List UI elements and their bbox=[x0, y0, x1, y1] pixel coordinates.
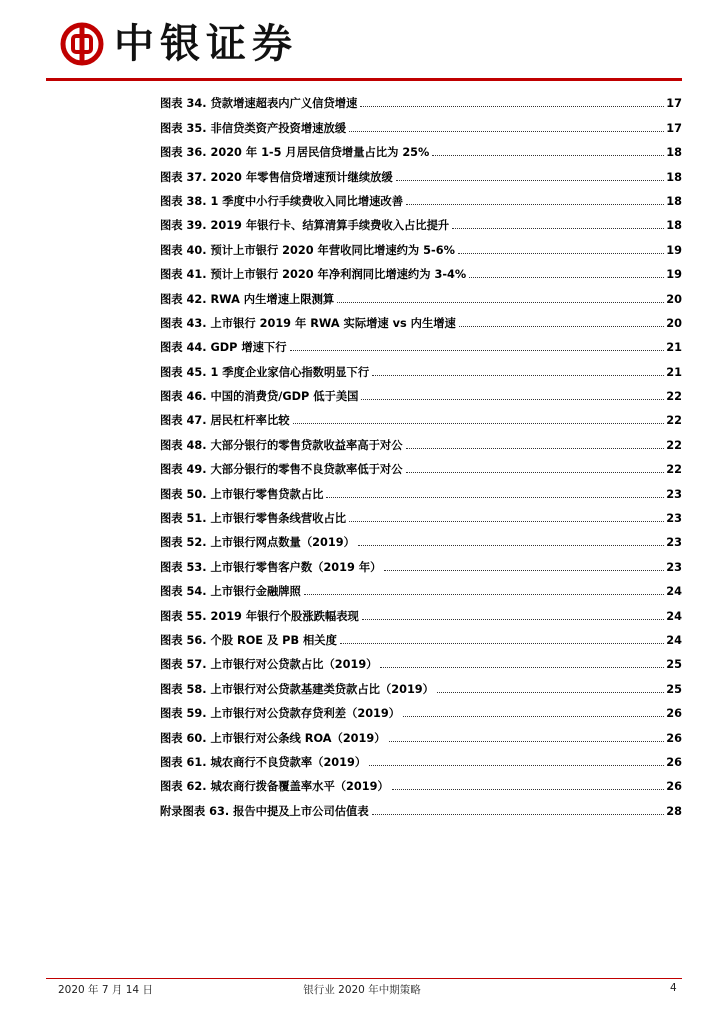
toc-dot-leader bbox=[403, 715, 664, 717]
toc-entry-title[interactable]: 图表 55. 2019 年银行个股涨跌幅表现 bbox=[160, 609, 359, 623]
toc-dot-leader bbox=[406, 471, 665, 473]
toc-entry-page[interactable]: 17 bbox=[666, 121, 682, 135]
toc-entry[interactable] bbox=[160, 427, 682, 451]
toc-entry-title[interactable]: 图表 42. RWA 内生增速上限测算 bbox=[160, 292, 335, 306]
toc-entry[interactable] bbox=[160, 184, 682, 208]
toc-entry[interactable] bbox=[160, 135, 682, 159]
toc-entry-title[interactable]: 图表 53. 上市银行零售客户数（2019 年） bbox=[160, 560, 382, 574]
toc-entry-title[interactable]: 图表 41. 预计上市银行 2020 年净利润同比增速约为 3-4% bbox=[160, 268, 467, 282]
toc-entry[interactable] bbox=[160, 86, 682, 110]
toc-entry[interactable] bbox=[160, 281, 682, 305]
toc-entry-title[interactable]: 图表 34. 贷款增速超表内广义信贷增速 bbox=[160, 97, 358, 111]
toc-entry-title[interactable]: 图表 49. 大部分银行的零售不良贷款率低于对公 bbox=[160, 463, 403, 477]
toc-entry-page[interactable]: 18 bbox=[666, 219, 682, 233]
toc-entry-page[interactable]: 21 bbox=[666, 365, 682, 379]
toc-dot-leader bbox=[384, 569, 664, 571]
toc-entry-title[interactable]: 图表 43. 上市银行 2019 年 RWA 实际增速 vs 内生增速 bbox=[160, 316, 456, 330]
toc-dot-leader bbox=[358, 544, 664, 546]
toc-entry-page[interactable]: 20 bbox=[666, 292, 682, 306]
toc-entry-page[interactable]: 23 bbox=[666, 536, 682, 550]
toc-entry[interactable] bbox=[160, 330, 682, 354]
toc-dot-leader bbox=[469, 276, 664, 278]
toc-entry[interactable] bbox=[160, 623, 682, 647]
bank-of-china-logo-icon bbox=[60, 22, 104, 66]
toc-entry-title[interactable]: 图表 51. 上市银行零售条线营收占比 bbox=[160, 512, 347, 526]
toc-entry[interactable] bbox=[160, 501, 682, 525]
toc-entry-title[interactable]: 图表 56. 个股 ROE 及 PB 相关度 bbox=[160, 633, 337, 647]
toc-dot-leader bbox=[337, 301, 664, 303]
toc-entry-title[interactable]: 图表 62. 城农商行拨备覆盖率水平（2019） bbox=[160, 780, 389, 794]
toc-entry-title[interactable]: 图表 47. 居民杠杆率比较 bbox=[160, 414, 290, 428]
brand-name: 中银证券 bbox=[114, 20, 298, 67]
toc-dot-leader bbox=[340, 642, 664, 644]
toc-entry-title[interactable]: 图表 38. 1 季度中小行手续费收入同比增速改善 bbox=[160, 194, 404, 208]
toc-dot-leader bbox=[406, 447, 665, 449]
toc-entry-page[interactable]: 22 bbox=[666, 414, 682, 428]
toc-entry-page[interactable]: 23 bbox=[666, 487, 682, 501]
toc-dot-leader bbox=[326, 496, 664, 498]
toc-entry-page[interactable]: 19 bbox=[666, 243, 682, 257]
toc-entry[interactable] bbox=[160, 549, 682, 573]
toc-entry-page[interactable]: 24 bbox=[666, 585, 682, 599]
toc-dot-leader bbox=[293, 422, 665, 424]
toc-entry-page[interactable]: 22 bbox=[666, 463, 682, 477]
toc-dot-leader bbox=[362, 618, 664, 620]
toc-entry[interactable] bbox=[160, 379, 682, 403]
toc-entry[interactable] bbox=[160, 574, 682, 598]
toc-entry-page[interactable]: 18 bbox=[666, 146, 682, 160]
toc-dot-leader bbox=[304, 593, 664, 595]
toc-entry-page[interactable]: 22 bbox=[666, 438, 682, 452]
toc-entry[interactable] bbox=[160, 208, 682, 232]
toc-entry-page[interactable]: 23 bbox=[666, 512, 682, 526]
toc-entry-page[interactable]: 19 bbox=[666, 268, 682, 282]
toc-entry-page[interactable]: 23 bbox=[666, 560, 682, 574]
toc-entry[interactable] bbox=[160, 110, 682, 134]
toc-entry-title[interactable]: 图表 46. 中国的消费贷/GDP 低于美国 bbox=[160, 390, 359, 404]
toc-entry-title[interactable]: 图表 45. 1 季度企业家信心指数明显下行 bbox=[160, 365, 370, 379]
toc-entry[interactable] bbox=[160, 671, 682, 695]
toc-entry[interactable] bbox=[160, 720, 682, 744]
toc-dot-leader bbox=[380, 666, 664, 668]
toc-dot-leader bbox=[458, 252, 664, 254]
toc-dot-leader bbox=[360, 105, 664, 107]
toc-entry-page[interactable]: 17 bbox=[666, 97, 682, 111]
page-header bbox=[0, 0, 724, 82]
toc-entry-page[interactable]: 25 bbox=[666, 658, 682, 672]
toc-entry-page[interactable]: 26 bbox=[666, 755, 682, 769]
toc-entry-title[interactable]: 图表 37. 2020 年零售信贷增速预计继续放缓 bbox=[160, 170, 393, 184]
toc-entry-page[interactable]: 24 bbox=[666, 633, 682, 647]
toc-entry-title[interactable]: 图表 59. 上市银行对公贷款存贷利差（2019） bbox=[160, 707, 401, 721]
toc-entry[interactable] bbox=[160, 476, 682, 500]
toc-entry-title[interactable]: 图表 40. 预计上市银行 2020 年营收同比增速约为 5-6% bbox=[160, 243, 455, 257]
toc-entry[interactable] bbox=[160, 159, 682, 183]
toc-entry-page[interactable]: 18 bbox=[666, 194, 682, 208]
footer-divider bbox=[46, 978, 682, 979]
toc-entry-title[interactable]: 图表 39. 2019 年银行卡、结算清算手续费收入占比提升 bbox=[160, 219, 450, 233]
toc-entry[interactable] bbox=[160, 598, 682, 622]
toc-dot-leader bbox=[372, 813, 665, 815]
toc-entry[interactable] bbox=[160, 647, 682, 671]
toc-dot-leader bbox=[290, 349, 665, 351]
toc-dot-leader bbox=[349, 520, 664, 522]
toc-entry[interactable] bbox=[160, 306, 682, 330]
toc-dot-leader bbox=[369, 764, 664, 766]
toc-entry[interactable] bbox=[160, 525, 682, 549]
toc-entry-title[interactable]: 图表 60. 上市银行对公条线 ROA（2019） bbox=[160, 731, 386, 745]
toc-entry[interactable] bbox=[160, 793, 682, 817]
toc-entry-title[interactable]: 图表 58. 上市银行对公贷款基建类贷款占比（2019） bbox=[160, 682, 434, 696]
toc-entry-page[interactable]: 28 bbox=[666, 804, 682, 818]
toc-entry-page[interactable]: 26 bbox=[666, 707, 682, 721]
toc-dot-leader bbox=[396, 179, 665, 181]
toc-entry-page[interactable]: 25 bbox=[666, 682, 682, 696]
toc-entry[interactable] bbox=[160, 452, 682, 476]
toc-dot-leader bbox=[459, 325, 664, 327]
toc-entry-title[interactable]: 图表 50. 上市银行零售贷款占比 bbox=[160, 487, 324, 501]
toc-dot-leader bbox=[372, 374, 664, 376]
toc-dot-leader bbox=[392, 788, 664, 790]
toc-dot-leader bbox=[437, 691, 664, 693]
toc-entry[interactable] bbox=[160, 257, 682, 281]
toc-entry-page[interactable]: 21 bbox=[666, 341, 682, 355]
toc-entry[interactable] bbox=[160, 745, 682, 769]
toc-entry-page[interactable]: 24 bbox=[666, 609, 682, 623]
toc-entry-title[interactable]: 图表 44. GDP 增速下行 bbox=[160, 341, 287, 355]
toc-entry-title[interactable]: 图表 54. 上市银行金融牌照 bbox=[160, 585, 301, 599]
toc-entry-title[interactable]: 图表 35. 非信贷类资产投资增速放缓 bbox=[160, 121, 347, 135]
footer-report-title: 银行业 2020 年中期策略 bbox=[303, 984, 421, 996]
toc-entry-page[interactable]: 18 bbox=[666, 170, 682, 184]
toc-entry-title[interactable]: 图表 48. 大部分银行的零售贷款收益率高于对公 bbox=[160, 438, 403, 452]
toc-dot-leader bbox=[349, 130, 664, 132]
toc-entry[interactable] bbox=[160, 403, 682, 427]
toc-entry-title[interactable]: 图表 57. 上市银行对公贷款占比（2019） bbox=[160, 658, 378, 672]
toc-entry-page[interactable]: 20 bbox=[666, 316, 682, 330]
toc-entry[interactable] bbox=[160, 769, 682, 793]
toc-dot-leader bbox=[432, 154, 664, 156]
toc-entry[interactable] bbox=[160, 232, 682, 256]
toc-dot-leader bbox=[452, 227, 664, 229]
header-divider bbox=[46, 78, 682, 81]
toc-entry-page[interactable]: 26 bbox=[666, 780, 682, 794]
toc-entry-page[interactable]: 26 bbox=[666, 731, 682, 745]
footer-page-number: 4 bbox=[670, 982, 677, 994]
footer-date: 2020 年 7 月 14 日 bbox=[58, 984, 153, 996]
toc-dot-leader bbox=[361, 398, 664, 400]
toc-dot-leader bbox=[389, 740, 665, 742]
toc-entry[interactable] bbox=[160, 354, 682, 378]
toc-entry[interactable] bbox=[160, 696, 682, 720]
toc-entry-title[interactable]: 图表 52. 上市银行网点数量（2019） bbox=[160, 536, 355, 550]
toc-entry-title[interactable]: 图表 61. 城农商行不良贷款率（2019） bbox=[160, 755, 367, 769]
toc-entry-title[interactable]: 图表 36. 2020 年 1-5 月居民信贷增量占比为 25% bbox=[160, 146, 430, 160]
toc-entry-page[interactable]: 22 bbox=[666, 390, 682, 404]
table-of-figures bbox=[160, 86, 682, 818]
toc-dot-leader bbox=[406, 203, 664, 205]
toc-entry-title[interactable]: 附录图表 63. 报告中提及上市公司估值表 bbox=[160, 804, 369, 818]
